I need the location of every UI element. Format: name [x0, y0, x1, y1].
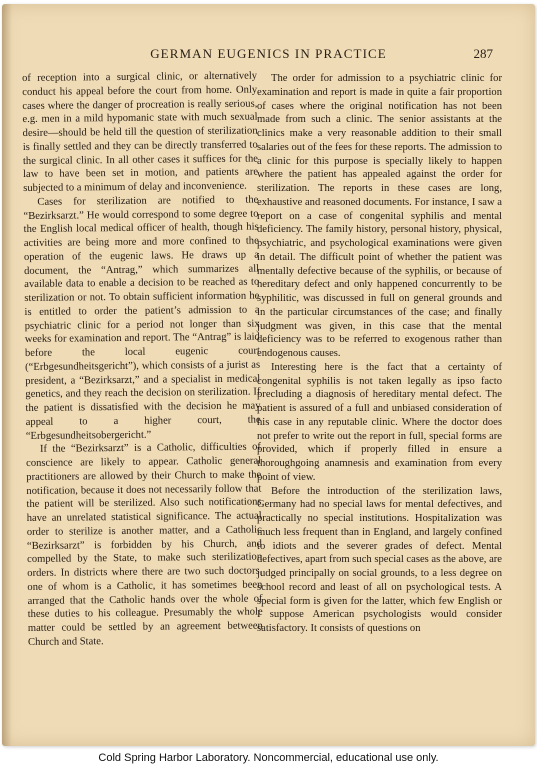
paragraph: Cases for sterilization are notified to the “Bezirksarzt.” He would correspond to some degree to the English local medical officer of health, though his activities are being more and more confined to the operation of the eugenic laws. He draws up a document, the “Antrag,” which summarizes all available data to enable a decision to be reached as to sterilization or not. To obtain sufficient information he is entitled to order the patient’s admission to a psychiatric clinic for a period not longer than six weeks for examination and report. The “Antrag” is laid before the local eugenic court (“Erbgesundheitsgericht”), which consists of a jurist as president, a “Bezirksarzt,” and a specialist in medical genetics, and they reach the decision on sterilization. If the patient is dissatisfied with the decision he may appeal to a higher court, the “Erbgesundheitsobergericht.” [23, 194, 261, 442]
page-number: 287 [473, 46, 493, 61]
paragraph: of reception into a surgical clinic, or alternatively conduct his appeal before the court from home. Only cases where the danger of procreation is really serious, e.g. men in a mild hypomanic state with much sexual desire—should be held till the question of sterilization is finally settled and they can be directly transferred to the surgical clinic. In all other cases it suffices for the law to have been set in motion, and patients are subjected to a minimum of delay and inconvenience. [22, 70, 259, 194]
paragraph: The order for admission to a psychiatric clinic for examination and report is made in quite a fair proportion of cases where the original notification has not been made from such a clinic. The senior assistants at the clinics make a very reasonable addition to their small salaries out of the fees for these reports. The admission to a clinic for this purpose is specially likely to happen where the patient has appealed against the order for sterilization. The reports in these cases are long, exhaustive and reasoned documents. For instance, I saw a report on a case of congenital syphilis and mental deficiency. The family history, personal history, physical, psychiatric, and psychological examinations were given in detail. The difficult point of whether the patient was mentally defective because of the syphilis, or because of hereditary defect and only happened concurrently to be syphilitic, was discussed in full on general grounds and in the particular circumstances of the case; and finally judgment was given, in this case that the mental deficiency was to be referred to exogenous rather than endogenous causes. [257, 73, 502, 359]
archive-credit-line: Cold Spring Harbor Laboratory. Noncommercial, educational use only. [98, 752, 439, 764]
paragraph: If the “Bezirksarzt” is a Catholic, difficulties of conscience are likely to appear. Catholic general practitioners are allowed by their Church to make the notification, because it does not necessarily follow that the patient will be sterilized. Also such notifications have an unrelated statistical significance. The actual order to sterilize is another matter, and a Catholic “Bezirksarzt” is forbidden by his Church, and compelled by the State, to make such sterilization orders. In districts where there are two such doctors, one of whom is a Catholic, it has sometimes been arranged that the Catholic hands over the whole of these duties to his colleague. Presumably the whole matter could be settled by an agreement between Church and State. [26, 441, 263, 648]
page-gutter-shadow [2, 4, 12, 746]
left-text-column [22, 70, 263, 650]
paragraph: Before the introduction of the sterilization laws, Germany had no special laws for mental defectives, and practically no special institutions. Hospitalization was much less frequent than in England, and largely confined to idiots and the severer grades of defect. Mental defectives, apart from such special cases as the above, are judged principally on social grounds, to a less degree on school record and least of all on psychological tests. A special form is given for the latter, which few English or I suppose American psychologists would consider satisfactory. It consists of questions on [257, 485, 503, 634]
running-title: GERMAN EUGENICS IN PRACTICE [150, 46, 387, 61]
paragraph: Interesting here is the fact that a certainty of congenital syphilis is not taken legally as ipso facto precluding a diagnosis of hereditary mental defect. The patient is assured of a full and unbiased consideration of his case in any reputable clinic. Where the doctor does not prefer to write out the report in full, special forms are provided, which if properly filled in ensure a thoroughgoing anamnesis and examination from every point of view. [257, 361, 502, 483]
right-text-column [257, 72, 502, 636]
book-page [2, 4, 535, 746]
